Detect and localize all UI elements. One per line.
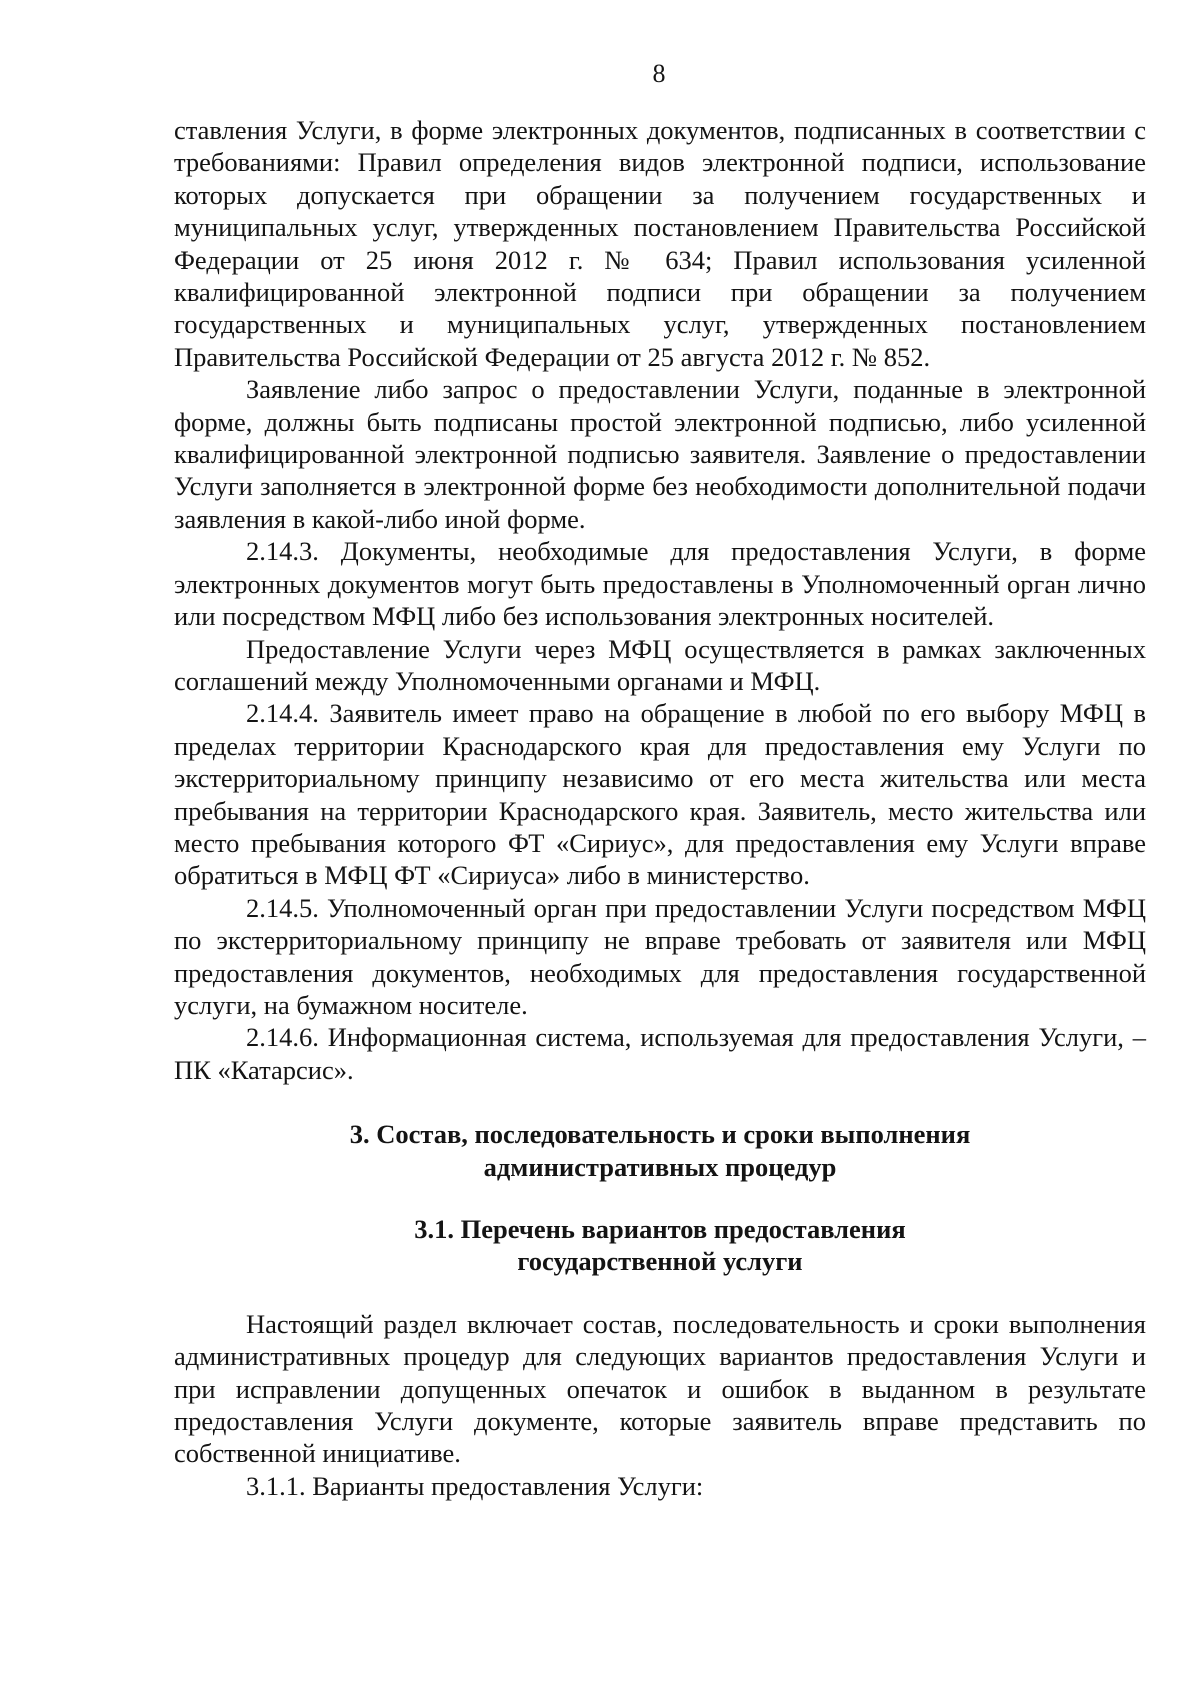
section-3-title-line1: 3. Состав, последовательность и сроки выполнения (349, 1119, 971, 1150)
section-3-1-title-line1: 3.1. Перечень вариантов предоставления (414, 1214, 906, 1244)
paragraph-section-intro: Настоящий раздел включает состав, последовательность и сроки выполнения административных процедур для следующих вариантов предоставления Услуги и при исправлении допущенных опечаток и ошибок в выданном в результате предоставления Услуги документе, которые заявитель вправе представить по собственной инициативе. (174, 1308, 1146, 1469)
paragraph-electronic-signature: Заявление либо запрос о предоставлении Услуги, поданные в электронной форме, должны быть подписаны простой электронной подписью, либо усиленной квалифицированной электронной подписью заявителя. Заявление о предоставлении Услуги заполняется в электронной форме без необходимости дополнительной подачи заявления в какой-либо иной форме. (174, 374, 1146, 534)
paragraph-mfc-agreements: Предоставление Услуги через МФЦ осуществляется в рамках заключенных соглашений между Уполномоченными органами и МФЦ. (174, 633, 1146, 696)
paragraph-2-14-3: 2.14.3. Документы, необходимые для предоставления Услуги, в форме электронных документов могут быть предоставлены в Уполномоченный орган лично или посредством МФЦ либо без использования электронных носителей. (174, 536, 1146, 632)
paragraph-2-14-6: 2.14.6. Информационная система, используемая для предоставления Услуги, – ПК «Катарсис». (174, 1022, 1146, 1085)
section-3-1-title-line2: государственной услуги (517, 1246, 803, 1277)
section-3-heading (174, 1118, 1146, 1183)
section-3-title-line2: административных процедур (483, 1151, 837, 1182)
paragraph-3-1-1: 3.1.1. Варианты предоставления Услуги: (246, 1470, 704, 1501)
paragraph-2-14-4: 2.14.4. Заявитель имеет право на обращение в любой по его выбору МФЦ в пределах территории Краснодарского края для предоставления ему Услуги по экстерриториальному принципу независимо от его места жительства или места пребывания на территории Краснодарского края. Заявитель, место жительства или место пребывания которого ФТ «Сириус», для предоставления ему Услуги вправе обратиться в МФЦ ФТ «Сириуса» либо в министерство. (174, 698, 1146, 891)
paragraph-continuation: ставления Услуги, в форме электронных документов, подписанных в соответствии с требованиями: Правил определения видов электронной подписи, использование которых допускается при обращении за получением государственных и муниципальных услуг, утвержденных постановлением Правительства Российской Федерации от 25 июня 2012 г. № 634; Правил использования усиленной квалифицированной электронной подписи при обращении за получением государственных и муниципальных услуг, утвержденных постановлением Правительства Российской Федерации от 25 августа 2012 г. № 852. (174, 115, 1146, 372)
section-3-1-heading (174, 1213, 1146, 1278)
page-number: 8 (652, 59, 666, 88)
paragraph-2-14-5: 2.14.5. Уполномоченный орган при предоставлении Услуги посредством МФЦ по экстерриториальному принципу не вправе требовать от заявителя или МФЦ предоставления документов, необходимых для предоставления государственной услуги, на бумажном носителе. (174, 892, 1146, 1020)
document-body (174, 114, 1146, 1502)
